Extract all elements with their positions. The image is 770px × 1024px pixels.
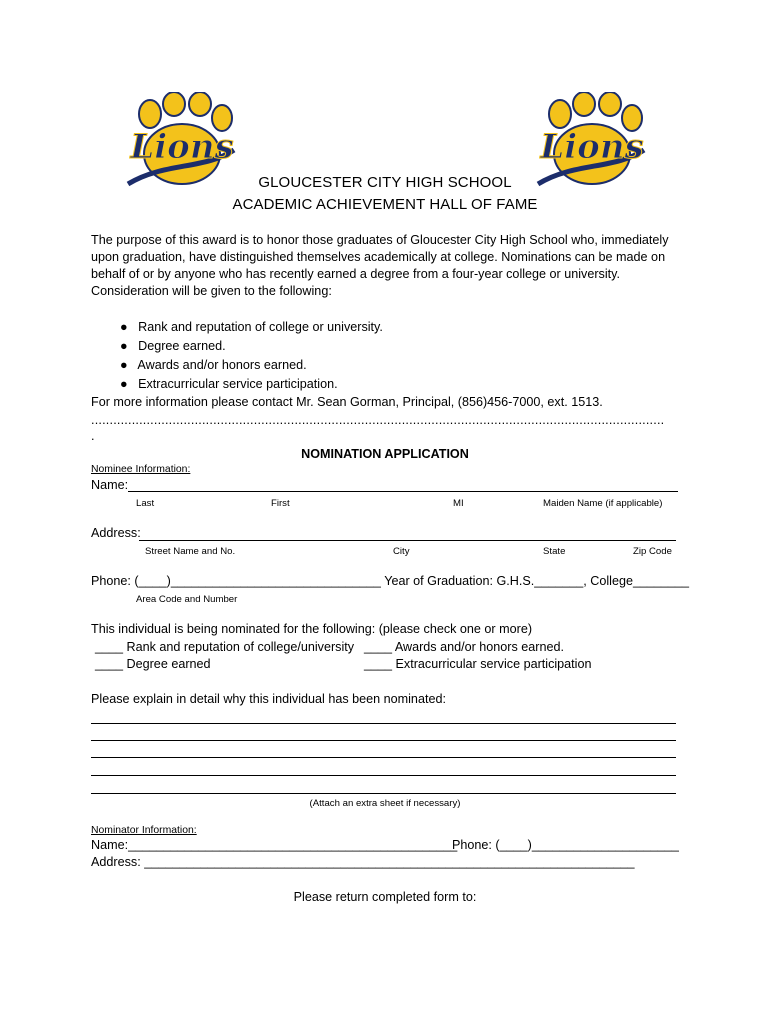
- explain-prompt: Please explain in detail why this individual has been nominated:: [91, 692, 446, 706]
- nominator-address-field[interactable]: Address: ______________________________________________________________________: [91, 855, 635, 869]
- nominee-address-field[interactable]: [139, 540, 676, 541]
- dotted-separator-end: .: [91, 429, 95, 443]
- bullet-icon: ●: [120, 358, 128, 372]
- return-instructions: Please return completed form to:: [293, 890, 477, 904]
- logo-text-left: Lions: [130, 127, 234, 167]
- intro-line-1: The purpose of this award is to honor those graduates of Gloucester City High School who, immediately: [91, 233, 669, 247]
- nominated-for-prompt: This individual is being nominated for the following: (please check one or more): [91, 622, 533, 636]
- nominee-address-label: Address:: [91, 526, 141, 540]
- criteria-text: Extracurricular service participation.: [138, 377, 338, 391]
- intro-line-2: upon graduation, have distinguished themselves academically at college. Nominations can be made on: [91, 250, 666, 264]
- checkbox-extracurricular[interactable]: ____ Extracurricular service participation: [364, 657, 592, 671]
- logo-text-right: Lions: [540, 127, 644, 167]
- title-line-1: GLOUCESTER CITY HIGH SCHOOL: [258, 174, 512, 191]
- criteria-text: Rank and reputation of college or university.: [138, 320, 383, 334]
- bullet-icon: ●: [120, 377, 128, 391]
- checkbox-rank-reputation[interactable]: ____ Rank and reputation of college/university: [95, 640, 355, 654]
- explain-line[interactable]: [91, 793, 676, 794]
- checkbox-degree-earned[interactable]: ____ Degree earned: [95, 657, 211, 671]
- name-sub-last: Last: [136, 498, 155, 509]
- nominee-name-field[interactable]: [128, 491, 678, 492]
- phone-sub-label: Area Code and Number: [136, 594, 238, 605]
- nominator-phone-field[interactable]: Phone: (____)_____________________: [452, 838, 679, 852]
- name-sub-maiden: Maiden Name (if applicable): [543, 498, 663, 509]
- criteria-text: Awards and/or honors earned.: [137, 358, 307, 372]
- nominee-name-label: Name:: [91, 478, 129, 492]
- nominator-section-label: Nominator Information:: [91, 825, 197, 836]
- explain-line[interactable]: [91, 775, 676, 776]
- contact-info: For more information please contact Mr. Sean Gorman, Principal, (856)456-7000, ext. 1513.: [91, 395, 603, 409]
- attach-note: (Attach an extra sheet if necessary): [309, 798, 461, 809]
- address-sub-street: Street Name and No.: [145, 546, 236, 557]
- nominee-section-label: Nominee Information:: [91, 464, 191, 475]
- bullet-icon: ●: [120, 339, 128, 353]
- address-sub-state: State: [543, 546, 566, 557]
- criteria-item: [113, 359, 338, 393]
- title-line-2: ACADEMIC ACHIEVEMENT HALL OF FAME: [232, 196, 538, 213]
- name-sub-mi: MI: [453, 498, 464, 509]
- explain-line[interactable]: [91, 723, 676, 724]
- explain-line[interactable]: [91, 757, 676, 758]
- criteria-text: Degree earned.: [138, 339, 226, 353]
- nomination-heading: NOMINATION APPLICATION: [301, 447, 469, 461]
- address-sub-zip: Zip Code: [633, 546, 672, 557]
- intro-line-3: behalf of or by anyone who has recently earned a degree from a four-year college or university.: [91, 267, 620, 281]
- intro-line-4: Consideration will be given to the following:: [91, 284, 332, 298]
- address-sub-city: City: [393, 546, 410, 557]
- nominee-phone-graduation-line[interactable]: Phone: (____)______________________________ Year of Graduation: G.H.S._______, College________: [91, 574, 690, 588]
- nominator-name-field[interactable]: Name:_______________________________________________: [91, 838, 458, 852]
- checkbox-awards-honors[interactable]: ____ Awards and/or honors earned.: [364, 640, 565, 654]
- dotted-separator: ...........................................................................................................................................................: [91, 413, 665, 427]
- explain-line[interactable]: [91, 740, 676, 741]
- bullet-icon: ●: [120, 320, 128, 334]
- name-sub-first: First: [271, 498, 290, 509]
